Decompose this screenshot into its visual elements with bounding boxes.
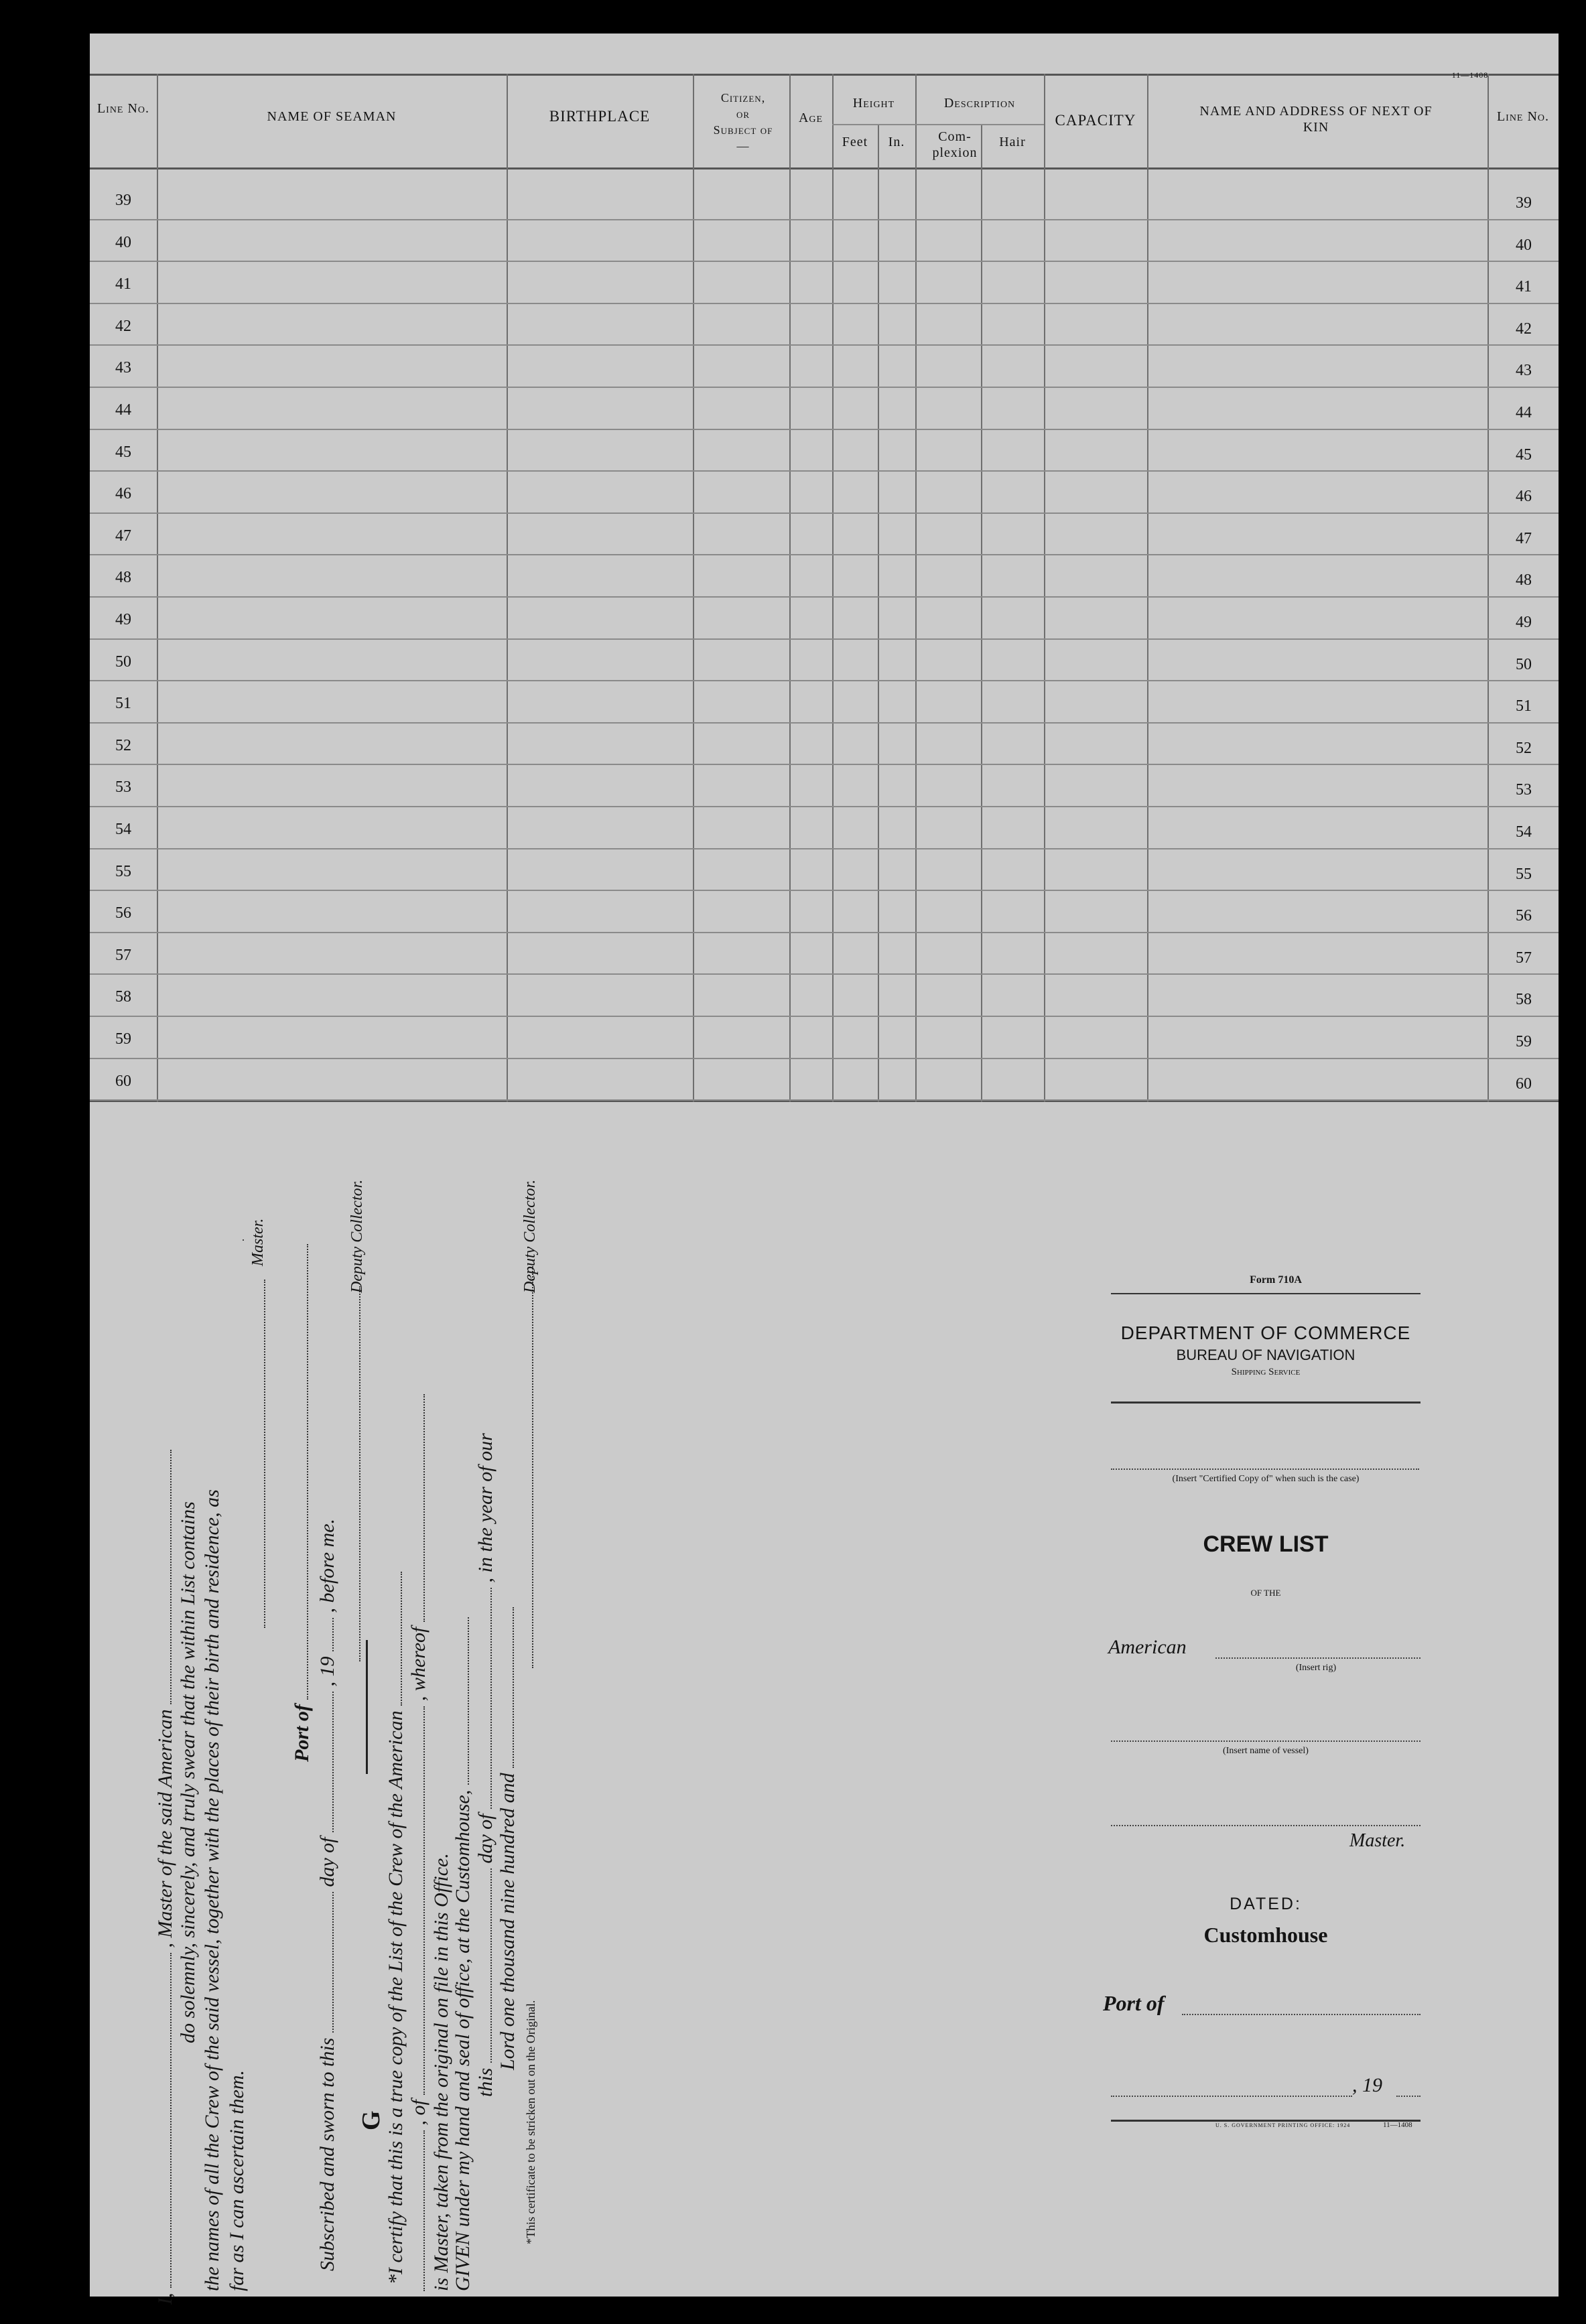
subheader-rule — [832, 124, 1044, 125]
table-row-rule — [90, 806, 1559, 807]
row-number-left: 54 — [115, 821, 131, 838]
certify-year-text: , in the year of our — [474, 1433, 497, 1583]
blank-month[interactable] — [328, 1692, 334, 1832]
table-row-rule — [90, 554, 1559, 555]
blank-collector-signature-2[interactable] — [528, 1266, 533, 1668]
collector-signature — [343, 1286, 366, 1661]
row-number-right: 47 — [1516, 529, 1532, 547]
certify-line-4 — [452, 1617, 474, 2291]
oath-line-1 — [154, 1450, 177, 2305]
deputy-collector-text: Deputy Collector. — [348, 1179, 366, 1293]
col-rule — [1044, 74, 1045, 1102]
department-title: DEPARTMENT OF COMMERCE — [1120, 1322, 1411, 1343]
port-of-text: Port of — [291, 1704, 313, 1762]
row-number-right: 55 — [1516, 865, 1532, 883]
cover-port-of: Port of — [1103, 1991, 1165, 2015]
col-rule — [878, 124, 879, 1102]
row-number-left: 53 — [115, 778, 131, 797]
crew-list-title: CREW LIST — [1203, 1531, 1329, 1557]
header-birthplace: BIRTHPLACE — [549, 108, 651, 125]
row-number-right: 57 — [1516, 949, 1532, 967]
col-rule — [1488, 74, 1489, 1102]
row-number-right: 53 — [1516, 781, 1532, 799]
oath-line-4 — [226, 2070, 249, 2291]
cover-form-code: 11—1408 — [1383, 2121, 1412, 2129]
table-row-rule — [90, 512, 1559, 514]
header-inches: In. — [888, 135, 905, 149]
blank-vessel[interactable] — [166, 1450, 172, 1704]
row-number-left: 51 — [115, 695, 131, 713]
row-number-left: 57 — [115, 946, 131, 964]
blank-certify-of[interactable] — [419, 1706, 425, 2095]
row-number-right: 41 — [1516, 278, 1532, 296]
table-row-rule — [90, 261, 1559, 262]
blank-certify-vessel[interactable] — [397, 1572, 402, 1706]
row-number-right: 39 — [1516, 194, 1532, 212]
header-age: Age — [798, 111, 823, 125]
header-hair: Hair — [999, 135, 1026, 149]
row-number-right: 58 — [1516, 991, 1532, 1009]
row-number-right: 44 — [1516, 404, 1532, 421]
collector-signature-2 — [516, 1266, 539, 1668]
form-sheet — [90, 33, 1559, 2305]
row-number-right: 43 — [1516, 362, 1532, 380]
certify-line-3 — [430, 1853, 453, 2291]
form-number: Form 710A — [1250, 1274, 1302, 1286]
certify-whereof-text: , whereof — [407, 1627, 429, 1702]
row-number-right: 40 — [1516, 236, 1532, 254]
certify-day-of-text: day of — [474, 1814, 497, 1864]
certify-line-6-text: Lord one thousand nine hundred and — [497, 1773, 519, 2070]
blank-customhouse[interactable] — [464, 1617, 469, 1785]
row-number-left: 45 — [115, 443, 131, 461]
service-title: Shipping Service — [1231, 1367, 1301, 1377]
table-row-rule — [90, 429, 1559, 430]
oath-line-3 — [201, 1489, 224, 2291]
row-number-left: 58 — [115, 988, 131, 1006]
of-the-label: OF THE — [1250, 1588, 1281, 1598]
blank-port[interactable] — [303, 1244, 308, 1700]
subscribed-line — [316, 1519, 339, 2271]
row-number-right: 54 — [1516, 823, 1532, 841]
subscribed-text: Subscribed and sworn to this — [316, 2037, 338, 2271]
row-number-right: 42 — [1516, 320, 1532, 338]
certify-footnote — [524, 2000, 538, 2244]
master-signature-line[interactable] — [243, 1239, 244, 1241]
insert-vessel: (Insert name of vessel) — [1223, 1746, 1309, 1756]
header-complexion: Com- plexion — [932, 129, 978, 160]
row-number-left: 49 — [115, 611, 131, 628]
table-row-rule — [90, 848, 1559, 849]
blank-cover-port[interactable] — [1182, 2014, 1420, 2015]
row-number-left: 47 — [115, 527, 131, 545]
blank-certify-whereof[interactable] — [419, 1394, 425, 1622]
certify-of-text: , of — [407, 2100, 429, 2126]
row-number-right: 56 — [1516, 907, 1532, 925]
cover-master-label: Master. — [1349, 1830, 1406, 1851]
header-name: NAME OF SEAMAN — [267, 109, 397, 124]
col-rule — [789, 74, 791, 1102]
blank-master-name[interactable] — [166, 1953, 172, 2288]
header-feet: Feet — [842, 135, 868, 149]
g-mark — [356, 2110, 386, 2130]
g-mark-text: G — [357, 2110, 385, 2130]
row-number-right: 52 — [1516, 739, 1532, 757]
oath-line-3-text: the names of all the Crew of the said vessel, together with the places of their birth and residence, as — [201, 1489, 223, 2291]
deputy-collector-2 — [521, 1180, 539, 1293]
form-code-top: 11—1408 — [1451, 70, 1489, 80]
certify-line-1 — [385, 1572, 407, 2284]
table-header-rule — [90, 167, 1559, 169]
table-row-rule — [90, 596, 1559, 598]
table-row-rule — [90, 1099, 1559, 1101]
header-height: Height — [852, 96, 895, 111]
blank-certify-name[interactable] — [419, 2130, 425, 2291]
oath-line-4-text: far as I can ascertain them. — [226, 2070, 248, 2291]
cover-nineteen: , 19 — [1352, 2074, 1382, 2096]
oath-line-2 — [177, 1501, 200, 2043]
row-number-right: 59 — [1516, 1033, 1532, 1050]
master-label — [249, 1219, 267, 1266]
row-number-left: 56 — [115, 904, 131, 922]
blank-collector-signature[interactable] — [355, 1286, 360, 1661]
certify-line-6 — [497, 1607, 519, 2070]
col-rule — [1147, 74, 1148, 1102]
dated-label: DATED: — [1230, 1895, 1302, 1913]
table-row-rule — [90, 638, 1559, 640]
row-number-left: 48 — [115, 569, 131, 587]
header-citizen: Citizen, or Subject of— — [713, 91, 773, 153]
blank-certify-year[interactable] — [509, 1607, 514, 1768]
row-number-left: 59 — [115, 1030, 131, 1048]
table-row-rule — [90, 303, 1559, 304]
header-line-no: Line No. — [96, 101, 150, 116]
day-of-text: day of — [316, 1837, 338, 1887]
header-line-no-right: Line No. — [1496, 109, 1550, 124]
blank-vessel-name[interactable] — [1111, 1740, 1420, 1742]
table-row-rule — [90, 722, 1559, 724]
master-signature — [248, 1280, 271, 1628]
header-description: Description — [943, 96, 1016, 111]
row-number-right: 51 — [1516, 697, 1532, 715]
row-number-left: 40 — [115, 233, 131, 251]
deputy-collector-2-text: Deputy Collector. — [521, 1179, 539, 1293]
row-number-right: 48 — [1516, 571, 1532, 590]
customhouse-label: Customhouse — [1203, 1923, 1328, 1947]
row-number-left: 43 — [115, 359, 131, 377]
blank-rig[interactable] — [1215, 1657, 1420, 1659]
certify-line-3-text: is Master, taken from the original on file in this Office. — [430, 1853, 452, 2291]
col-rule — [507, 74, 508, 1102]
master-label-text: Master. — [249, 1218, 267, 1266]
cover-mid-rule — [1111, 1402, 1420, 1404]
blank-cover-year[interactable] — [1396, 2096, 1420, 2097]
row-number-left: 42 — [115, 317, 131, 335]
table-top-rule — [90, 74, 1559, 76]
row-number-left: 50 — [115, 653, 131, 671]
table-row-rule — [90, 470, 1559, 472]
insert-note: (Insert "Certified Copy of" when such is the case) — [1172, 1474, 1360, 1484]
certify-footnote-text: *This certificate to be stricken out on the Original. — [524, 2000, 537, 2244]
certify-line-2 — [407, 1394, 430, 2291]
oath-prefix: I, — [154, 2293, 176, 2305]
table-row-rule — [90, 1016, 1559, 1017]
divider-rule — [366, 1640, 368, 1774]
row-number-right: 45 — [1516, 446, 1532, 464]
row-number-left: 44 — [115, 401, 131, 419]
row-number-left: 52 — [115, 736, 131, 754]
blank-year[interactable] — [328, 1618, 334, 1651]
row-number-left: 41 — [115, 275, 131, 293]
col-rule — [832, 74, 834, 1102]
col-rule — [981, 124, 982, 1102]
bureau-title: BUREAU OF NAVIGATION — [1176, 1347, 1356, 1363]
table-row-rule — [90, 973, 1559, 975]
port-of — [291, 1244, 314, 1762]
col-rule — [693, 74, 694, 1102]
certify-this-text: this — [474, 2067, 497, 2097]
col-rule — [915, 74, 917, 1102]
row-number-right: 49 — [1516, 614, 1532, 631]
before-me-text: , before me. — [316, 1518, 338, 1613]
row-number-left: 55 — [115, 862, 131, 880]
row-number-right: 50 — [1516, 655, 1532, 673]
certify-line-1-text: *I certify that this is a true copy of the List of the Crew of the American — [385, 1710, 407, 2284]
certify-line-4-text: GIVEN under my hand and seal of office, at the Customhouse, — [452, 1789, 474, 2291]
deputy-collector-1 — [348, 1180, 367, 1293]
certify-line-5 — [474, 1433, 497, 2097]
blank-certify-day[interactable] — [486, 1868, 492, 2063]
cover-top-rule — [1111, 1293, 1420, 1294]
blank-certified-copy[interactable] — [1111, 1468, 1419, 1470]
col-rule — [157, 74, 158, 1102]
header-capacity: CAPACITY — [1055, 112, 1136, 129]
printer-imprint: U. S. GOVERNMENT PRINTING OFFICE: 1924 — [1215, 2122, 1351, 2128]
row-number-left: 46 — [115, 485, 131, 503]
row-number-right: 60 — [1516, 1075, 1532, 1093]
table-row-rule — [90, 1058, 1559, 1059]
blank-cover-date[interactable] — [1111, 2096, 1352, 2097]
american-label: American — [1108, 1636, 1187, 1658]
nineteen-text: , 19 — [316, 1656, 338, 1687]
table-row-rule — [90, 219, 1559, 220]
table-row-rule — [90, 680, 1559, 681]
table-row-rule — [90, 344, 1559, 346]
blank-certify-month[interactable] — [486, 1588, 492, 1809]
table-row-rule — [90, 932, 1559, 933]
blank-day[interactable] — [328, 1892, 334, 2033]
blank-master-name-cover[interactable] — [1111, 1825, 1420, 1826]
cover-bottom-rule — [1111, 2120, 1420, 2122]
table-row-rule — [90, 890, 1559, 891]
oath-line-2-text: do solemnly, sincerely, and truly swear that the within List contains — [177, 1501, 199, 2043]
row-number-left: 39 — [115, 192, 131, 209]
header-next-of-kin: NAME AND ADDRESS OF NEXT OF KIN — [1199, 104, 1433, 135]
oath-line-1-text: , Master of the said American — [154, 1709, 176, 1948]
insert-rig: (Insert rig) — [1295, 1663, 1337, 1673]
table-row-rule — [90, 764, 1559, 765]
row-number-left: 60 — [115, 1072, 131, 1090]
row-number-right: 46 — [1516, 488, 1532, 506]
table-row-rule — [90, 387, 1559, 388]
blank-master-signature[interactable] — [260, 1280, 265, 1628]
